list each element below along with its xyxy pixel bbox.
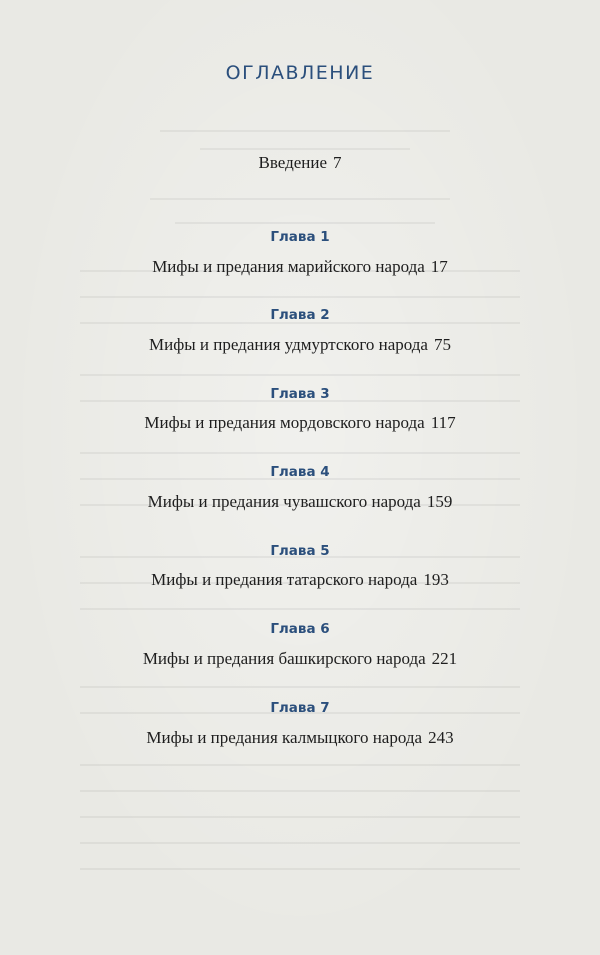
toc-entry-chapter-5[interactable] — [0, 570, 600, 590]
chapter-label-1: Глава 1 — [270, 229, 330, 245]
page-number: 7 — [333, 153, 342, 172]
page-number: 75 — [433, 335, 451, 354]
chapter-label-6: Глава 6 — [270, 621, 330, 637]
page-number: 243 — [428, 728, 454, 747]
page-number: 193 — [423, 570, 449, 589]
toc-entry-chapter-3[interactable] — [0, 413, 600, 433]
toc-entry-chapter-2[interactable] — [0, 335, 600, 355]
entry-title: Введение — [258, 153, 328, 172]
chapter-label-5: Глава 5 — [270, 543, 330, 559]
page-number: 221 — [431, 649, 458, 668]
toc-heading: ОГЛАВЛЕНИЕ — [225, 62, 375, 84]
toc-entry-chapter-4[interactable] — [0, 492, 600, 512]
chapter-label-4: Глава 4 — [270, 464, 330, 480]
entry-title: Мифы и предания чувашского народа — [147, 492, 421, 511]
entry-title: Мифы и предания марийского народа — [152, 257, 425, 276]
chapter-label-3: Глава 3 — [270, 386, 330, 402]
page-number: 17 — [430, 257, 448, 276]
entry-title: Мифы и предания мордовского народа — [144, 413, 425, 432]
toc-entry-chapter-6[interactable] — [0, 649, 600, 669]
entry-title: Мифы и предания башкирского народа — [142, 649, 426, 668]
entry-title: Мифы и предания удмуртского народа — [149, 335, 428, 354]
page-number: 159 — [426, 492, 453, 511]
entry-title: Мифы и предания татарского народа — [151, 570, 418, 589]
toc-entry-intro[interactable] — [0, 153, 600, 173]
chapter-label-2: Глава 2 — [270, 307, 330, 323]
toc-entry-chapter-7[interactable] — [0, 728, 600, 748]
chapter-label-7: Глава 7 — [270, 700, 330, 716]
toc-entry-chapter-1[interactable] — [0, 257, 600, 277]
entry-title: Мифы и предания калмыцкого народа — [146, 728, 423, 747]
page-number: 117 — [430, 413, 456, 432]
